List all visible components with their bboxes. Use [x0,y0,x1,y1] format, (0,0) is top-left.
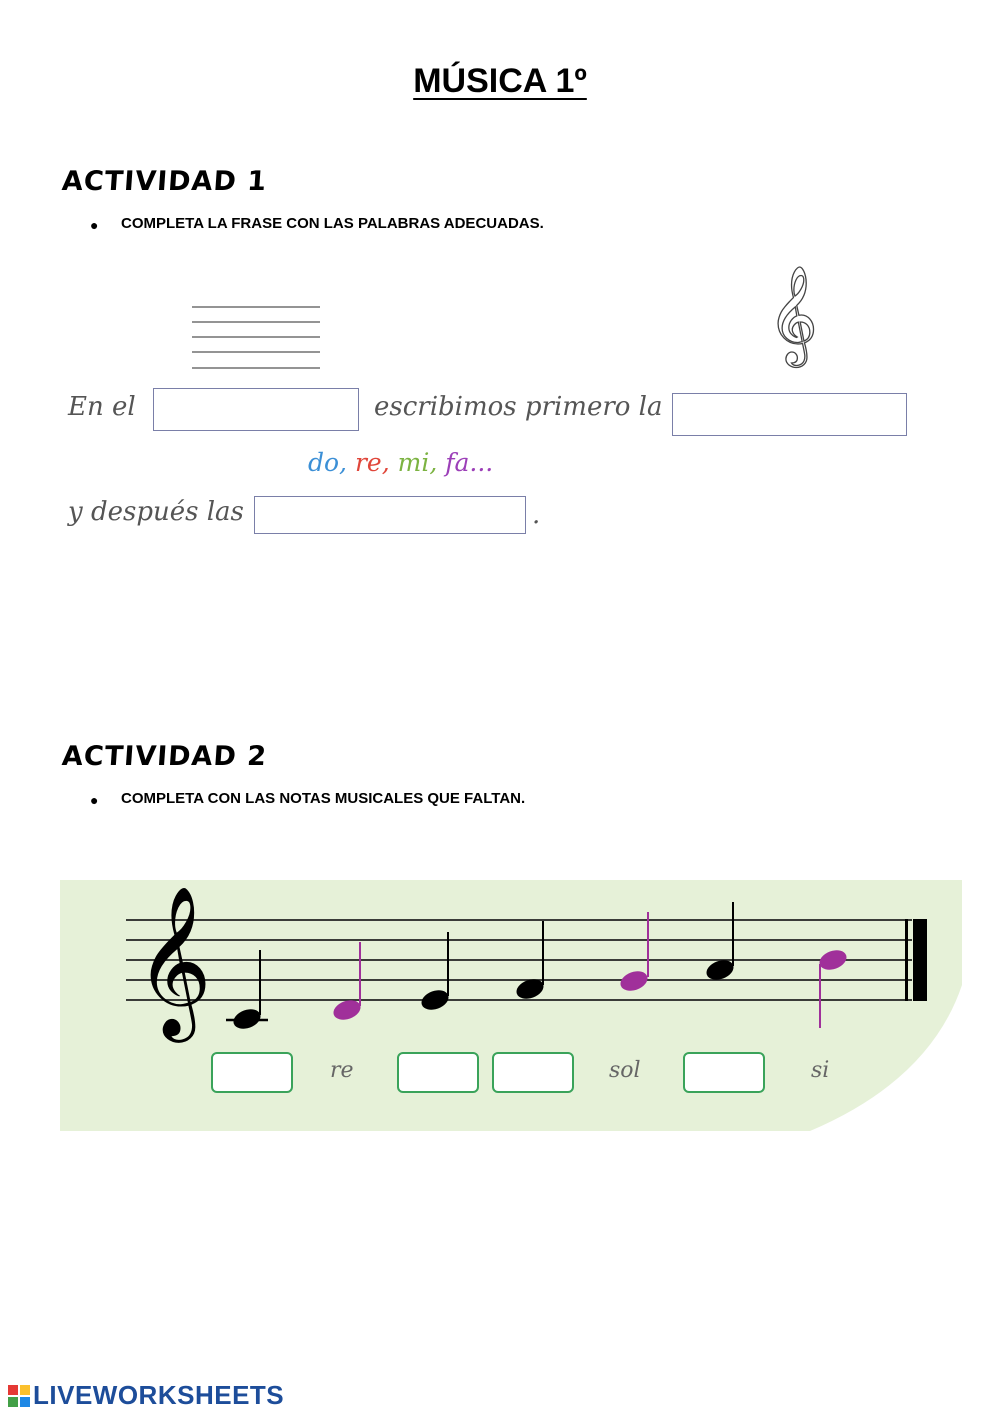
page-title-text: MÚSICA 1º [413,62,587,100]
bullet-icon: ● [90,792,99,808]
sentence-part3: y después las [68,497,244,527]
note-answer-box-2[interactable] [397,1052,479,1093]
sentence-end: . [532,500,541,530]
note-answer-box-3[interactable] [492,1052,574,1093]
activity2-instruction: COMPLETA CON LAS NOTAS MUSICALES QUE FALTAN. [121,790,526,807]
hint-mi: mi, [397,448,438,477]
hint-re: re, [354,448,390,477]
footer-brand-text: LIVEWORKSHEETS [33,1380,285,1410]
hint-fa: fa... [445,448,494,477]
note-label-sol: sol [609,1058,641,1083]
barline-thick [913,919,927,1001]
activity1-instruction: COMPLETA LA FRASE CON LAS PALABRAS ADECUADAS. [121,215,544,232]
hint-do: do, [308,448,348,477]
sentence-part1: En el [68,392,136,422]
liveworksheets-logo[interactable] [8,1380,284,1411]
activity1-heading: ACTIVIDAD 1 [60,166,269,197]
staff-treble-clef-icon: 𝄞 [135,884,212,1036]
activity2-heading: ACTIVIDAD 2 [60,741,269,772]
liveworksheets-mark-icon [8,1385,30,1407]
note-answer-box-4[interactable] [683,1052,765,1093]
bullet-icon: ● [90,217,99,233]
barline-thin [905,919,908,1001]
note-label-re: re [330,1058,354,1083]
note-answer-box-1[interactable] [211,1052,293,1093]
treble-clef-icon: 𝄞 [768,265,818,363]
sentence-part2: escribimos primero la [374,392,663,422]
note-label-si: si [811,1058,830,1083]
